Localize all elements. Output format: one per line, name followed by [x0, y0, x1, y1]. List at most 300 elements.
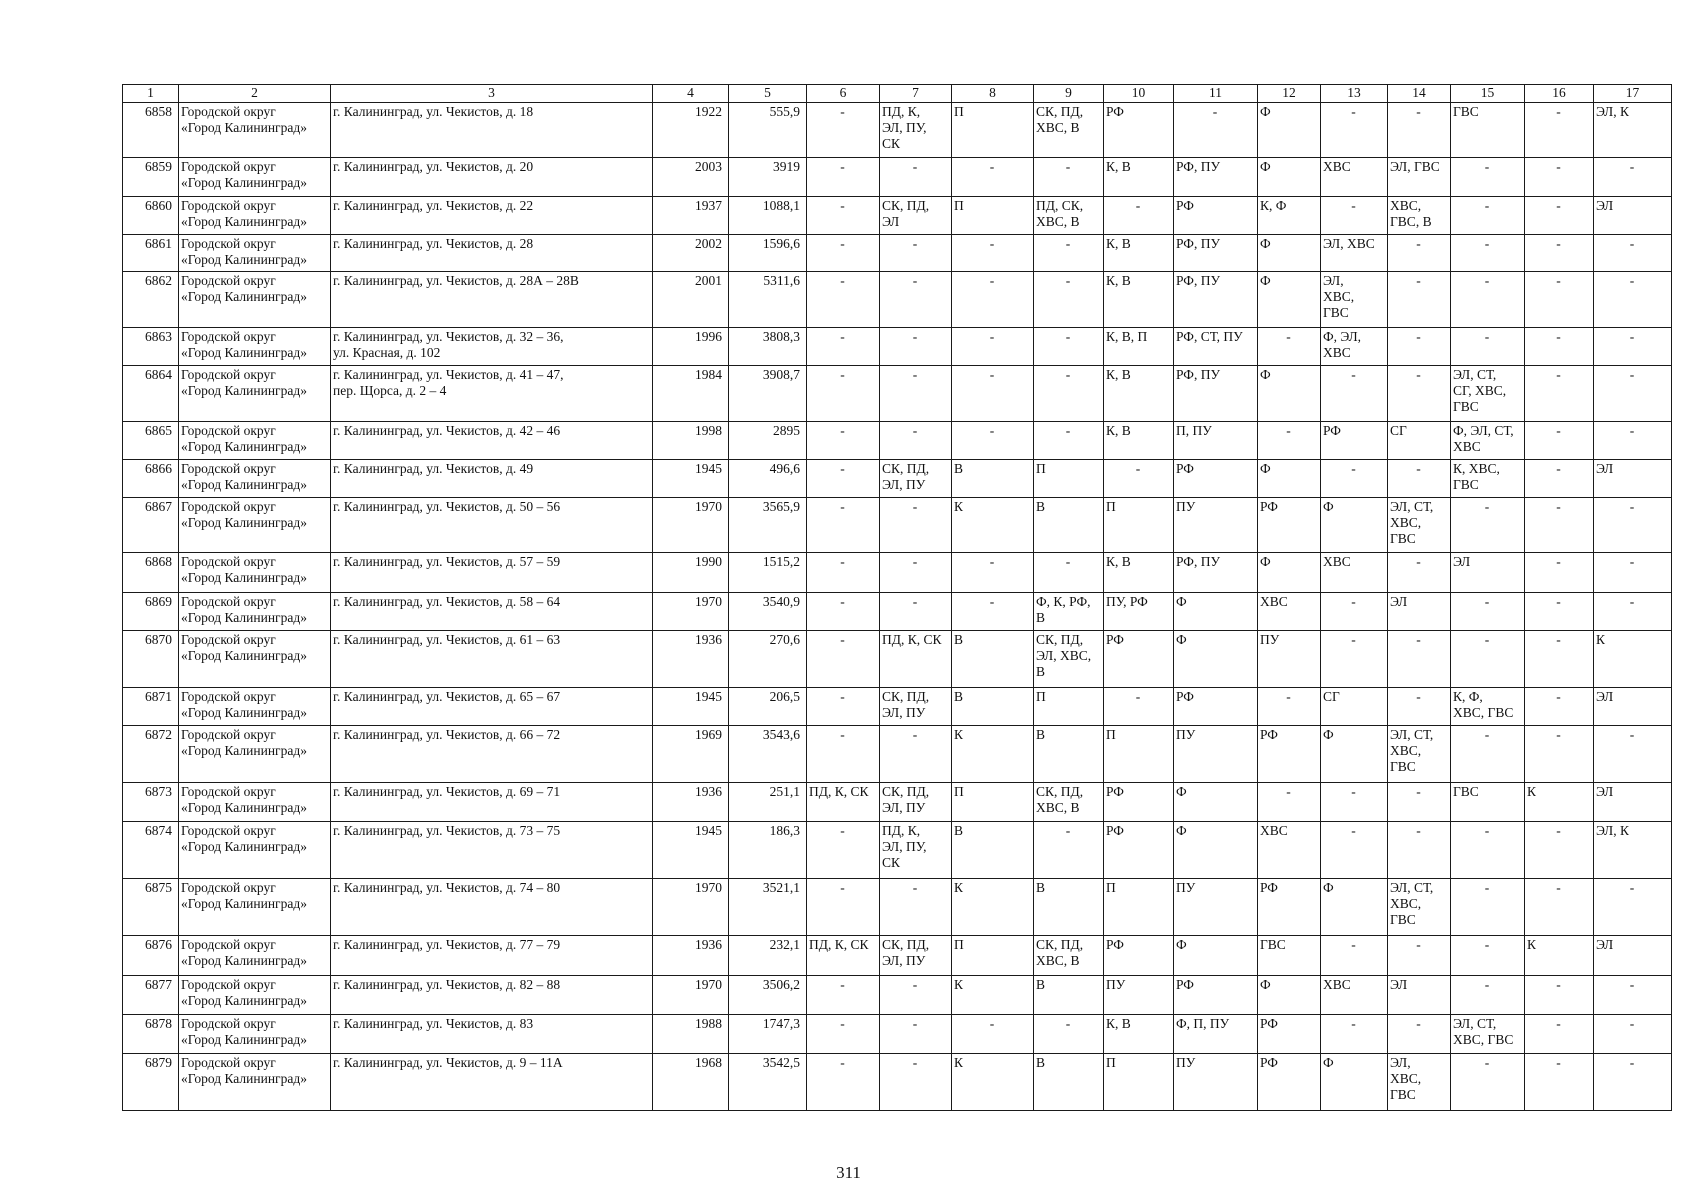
col-6: - [807, 158, 880, 197]
col-number: 6874 [123, 822, 179, 879]
col-12: - [1258, 422, 1321, 460]
col-number: 6876 [123, 936, 179, 976]
col-11: Ф [1174, 936, 1258, 976]
col-12: Ф [1258, 553, 1321, 593]
col-15: - [1451, 158, 1525, 197]
table-row [123, 631, 1672, 688]
table-row [123, 272, 1672, 328]
col-11: - [1174, 103, 1258, 158]
col-16: - [1525, 1054, 1594, 1111]
header-cell-15: 15 [1451, 85, 1525, 103]
col-15: ЭЛ, СТ, СГ, ХВС, ГВС [1451, 366, 1525, 422]
col-area: 3506,2 [729, 976, 807, 1015]
col-16: - [1525, 366, 1594, 422]
col-11: РФ [1174, 976, 1258, 1015]
col-year: 1936 [653, 783, 729, 822]
col-8: - [952, 272, 1034, 328]
col-16: - [1525, 235, 1594, 272]
col-13: - [1321, 197, 1388, 235]
header-row [123, 85, 1672, 103]
col-municipality: Городской округ «Город Калининград» [179, 366, 331, 422]
col-number: 6868 [123, 553, 179, 593]
col-17: - [1594, 976, 1672, 1015]
col-10: К, В [1104, 272, 1174, 328]
col-10: - [1104, 688, 1174, 726]
col-number: 6875 [123, 879, 179, 936]
col-12: Ф [1258, 460, 1321, 498]
table-row [123, 879, 1672, 936]
col-year: 2001 [653, 272, 729, 328]
header-cell-14: 14 [1388, 85, 1451, 103]
col-17: - [1594, 498, 1672, 553]
col-9: СК, ПД, ЭЛ, ХВС, В [1034, 631, 1104, 688]
col-9: - [1034, 366, 1104, 422]
col-9: В [1034, 726, 1104, 783]
col-11: РФ [1174, 460, 1258, 498]
col-12: ПУ [1258, 631, 1321, 688]
col-11: РФ, ПУ [1174, 235, 1258, 272]
col-9: - [1034, 272, 1104, 328]
col-9: - [1034, 822, 1104, 879]
col-13: Ф [1321, 726, 1388, 783]
col-municipality: Городской округ «Город Калининград» [179, 460, 331, 498]
col-municipality: Городской округ «Город Калининград» [179, 328, 331, 366]
col-7: - [880, 498, 952, 553]
col-municipality: Городской округ «Город Калининград» [179, 631, 331, 688]
col-year: 2002 [653, 235, 729, 272]
table-row [123, 976, 1672, 1015]
col-address: г. Калининград, ул. Чекистов, д. 69 – 71 [331, 783, 653, 822]
col-15: ГВС [1451, 103, 1525, 158]
col-8: - [952, 235, 1034, 272]
col-11: Ф [1174, 822, 1258, 879]
register-table [122, 84, 1672, 1111]
col-municipality: Городской округ «Город Калининград» [179, 197, 331, 235]
table-row [123, 498, 1672, 553]
col-13: - [1321, 103, 1388, 158]
col-address: г. Калининград, ул. Чекистов, д. 50 – 56 [331, 498, 653, 553]
table-row [123, 460, 1672, 498]
col-10: П [1104, 1054, 1174, 1111]
col-number: 6870 [123, 631, 179, 688]
col-number: 6860 [123, 197, 179, 235]
col-10: П [1104, 879, 1174, 936]
header-cell-16: 16 [1525, 85, 1594, 103]
col-8: - [952, 593, 1034, 631]
col-address: г. Калининград, ул. Чекистов, д. 73 – 75 [331, 822, 653, 879]
col-municipality: Городской округ «Город Калининград» [179, 879, 331, 936]
col-16: - [1525, 422, 1594, 460]
col-area: 496,6 [729, 460, 807, 498]
col-municipality: Городской округ «Город Калининград» [179, 272, 331, 328]
col-area: 2895 [729, 422, 807, 460]
col-16: - [1525, 498, 1594, 553]
page-number: 311 [836, 1163, 861, 1182]
col-address: г. Калининград, ул. Чекистов, д. 82 – 88 [331, 976, 653, 1015]
col-municipality: Городской округ «Город Калининград» [179, 726, 331, 783]
col-6: - [807, 1015, 880, 1054]
col-13: Ф [1321, 498, 1388, 553]
col-13: - [1321, 1015, 1388, 1054]
col-15: - [1451, 498, 1525, 553]
col-16: - [1525, 631, 1594, 688]
col-8: К [952, 726, 1034, 783]
col-8: П [952, 103, 1034, 158]
col-9: П [1034, 460, 1104, 498]
header-cell-2: 2 [179, 85, 331, 103]
table-row [123, 783, 1672, 822]
col-13: ХВС [1321, 553, 1388, 593]
col-14: ЭЛ, СТ, ХВС, ГВС [1388, 726, 1451, 783]
col-address: г. Калининград, ул. Чекистов, д. 65 – 67 [331, 688, 653, 726]
col-13: СГ [1321, 688, 1388, 726]
col-10: П [1104, 726, 1174, 783]
col-year: 1996 [653, 328, 729, 366]
header-cell-1: 1 [123, 85, 179, 103]
col-6: - [807, 593, 880, 631]
header-cell-6: 6 [807, 85, 880, 103]
col-municipality: Городской округ «Город Калининград» [179, 783, 331, 822]
col-area: 3565,9 [729, 498, 807, 553]
table-row [123, 688, 1672, 726]
col-6: - [807, 235, 880, 272]
col-area: 3908,7 [729, 366, 807, 422]
col-8: К [952, 498, 1034, 553]
col-16: - [1525, 158, 1594, 197]
col-17: ЭЛ, К [1594, 103, 1672, 158]
col-17: ЭЛ [1594, 197, 1672, 235]
col-14: ЭЛ, СТ, ХВС, ГВС [1388, 879, 1451, 936]
col-10: К, В [1104, 366, 1174, 422]
col-13: Ф [1321, 1054, 1388, 1111]
col-municipality: Городской округ «Город Калининград» [179, 1015, 331, 1054]
col-address: г. Калининград, ул. Чекистов, д. 20 [331, 158, 653, 197]
col-7: - [880, 879, 952, 936]
col-10: РФ [1104, 631, 1174, 688]
col-10: К, В [1104, 158, 1174, 197]
col-10: К, В [1104, 1015, 1174, 1054]
col-8: - [952, 553, 1034, 593]
col-10: ПУ [1104, 976, 1174, 1015]
col-7: СК, ПД, ЭЛ [880, 197, 952, 235]
col-7: ПД, К, ЭЛ, ПУ, СК [880, 822, 952, 879]
col-17: ЭЛ, К [1594, 822, 1672, 879]
col-8: П [952, 936, 1034, 976]
col-12: РФ [1258, 1054, 1321, 1111]
col-year: 1945 [653, 688, 729, 726]
col-number: 6861 [123, 235, 179, 272]
col-number: 6864 [123, 366, 179, 422]
col-7: - [880, 1054, 952, 1111]
col-area: 186,3 [729, 822, 807, 879]
col-area: 251,1 [729, 783, 807, 822]
col-number: 6872 [123, 726, 179, 783]
col-year: 1990 [653, 553, 729, 593]
col-7: - [880, 1015, 952, 1054]
col-number: 6877 [123, 976, 179, 1015]
col-6: - [807, 498, 880, 553]
col-6: - [807, 460, 880, 498]
table-row [123, 103, 1672, 158]
col-17: - [1594, 272, 1672, 328]
col-9: - [1034, 235, 1104, 272]
col-municipality: Городской округ «Город Калининград» [179, 158, 331, 197]
header-cell-10: 10 [1104, 85, 1174, 103]
col-16: - [1525, 103, 1594, 158]
col-15: - [1451, 879, 1525, 936]
col-7: - [880, 158, 952, 197]
col-12: Ф [1258, 158, 1321, 197]
col-address: г. Калининград, ул. Чекистов, д. 83 [331, 1015, 653, 1054]
col-8: К [952, 1054, 1034, 1111]
col-16: - [1525, 879, 1594, 936]
col-address: г. Калининград, ул. Чекистов, д. 22 [331, 197, 653, 235]
col-9: - [1034, 158, 1104, 197]
col-6: ПД, К, СК [807, 936, 880, 976]
col-9: В [1034, 976, 1104, 1015]
col-9: СК, ПД, ХВС, В [1034, 783, 1104, 822]
col-number: 6871 [123, 688, 179, 726]
col-municipality: Городской округ «Город Калининград» [179, 235, 331, 272]
col-11: ПУ [1174, 1054, 1258, 1111]
col-13: ХВС [1321, 976, 1388, 1015]
col-10: - [1104, 460, 1174, 498]
col-16: - [1525, 1015, 1594, 1054]
col-15: К, ХВС, ГВС [1451, 460, 1525, 498]
table-row [123, 726, 1672, 783]
col-17: - [1594, 158, 1672, 197]
col-12: РФ [1258, 879, 1321, 936]
col-municipality: Городской округ «Город Калининград» [179, 103, 331, 158]
col-9: СК, ПД, ХВС, В [1034, 936, 1104, 976]
header-cell-5: 5 [729, 85, 807, 103]
col-10: ПУ, РФ [1104, 593, 1174, 631]
col-7: - [880, 366, 952, 422]
col-address: г. Калининград, ул. Чекистов, д. 18 [331, 103, 653, 158]
col-9: В [1034, 498, 1104, 553]
col-17: - [1594, 422, 1672, 460]
col-16: К [1525, 783, 1594, 822]
col-municipality: Городской округ «Город Калининград» [179, 688, 331, 726]
col-12: РФ [1258, 1015, 1321, 1054]
header-cell-7: 7 [880, 85, 952, 103]
col-7: - [880, 328, 952, 366]
col-6: - [807, 366, 880, 422]
col-12: К, Ф [1258, 197, 1321, 235]
col-year: 1988 [653, 1015, 729, 1054]
col-9: ПД, СК, ХВС, В [1034, 197, 1104, 235]
col-14: - [1388, 936, 1451, 976]
col-area: 1596,6 [729, 235, 807, 272]
col-year: 1936 [653, 936, 729, 976]
col-13: - [1321, 822, 1388, 879]
col-10: К, В [1104, 235, 1174, 272]
col-15: К, Ф, ХВС, ГВС [1451, 688, 1525, 726]
col-15: - [1451, 936, 1525, 976]
col-year: 1945 [653, 460, 729, 498]
col-17: - [1594, 1015, 1672, 1054]
col-10: К, В, П [1104, 328, 1174, 366]
col-14: ЭЛ [1388, 976, 1451, 1015]
col-13: ЭЛ, ХВС [1321, 235, 1388, 272]
table-row [123, 936, 1672, 976]
col-6: - [807, 879, 880, 936]
col-address: г. Калининград, ул. Чекистов, д. 61 – 63 [331, 631, 653, 688]
table-row [123, 197, 1672, 235]
col-12: Ф [1258, 366, 1321, 422]
col-16: - [1525, 460, 1594, 498]
col-number: 6865 [123, 422, 179, 460]
col-17: ЭЛ [1594, 936, 1672, 976]
header-cell-12: 12 [1258, 85, 1321, 103]
col-7: СК, ПД, ЭЛ, ПУ [880, 783, 952, 822]
col-year: 1998 [653, 422, 729, 460]
col-municipality: Городской округ «Город Калининград» [179, 422, 331, 460]
col-15: - [1451, 822, 1525, 879]
col-number: 6873 [123, 783, 179, 822]
col-11: РФ [1174, 688, 1258, 726]
col-10: РФ [1104, 103, 1174, 158]
col-address: г. Калининград, ул. Чекистов, д. 58 – 64 [331, 593, 653, 631]
col-6: - [807, 1054, 880, 1111]
col-12: - [1258, 688, 1321, 726]
col-17: - [1594, 879, 1672, 936]
table-row [123, 158, 1672, 197]
col-16: - [1525, 593, 1594, 631]
col-11: Ф [1174, 631, 1258, 688]
col-area: 206,5 [729, 688, 807, 726]
table-row [123, 593, 1672, 631]
col-10: - [1104, 197, 1174, 235]
col-area: 3543,6 [729, 726, 807, 783]
col-16: - [1525, 272, 1594, 328]
col-address: г. Калининград, ул. Чекистов, д. 57 – 59 [331, 553, 653, 593]
col-16: - [1525, 976, 1594, 1015]
col-11: ПУ [1174, 879, 1258, 936]
col-8: - [952, 366, 1034, 422]
col-7: - [880, 235, 952, 272]
table-row [123, 1054, 1672, 1111]
col-year: 1984 [653, 366, 729, 422]
header-cell-4: 4 [653, 85, 729, 103]
col-13: ХВС [1321, 158, 1388, 197]
header-cell-13: 13 [1321, 85, 1388, 103]
col-10: РФ [1104, 822, 1174, 879]
col-area: 270,6 [729, 631, 807, 688]
col-16: - [1525, 328, 1594, 366]
table-row [123, 422, 1672, 460]
col-14: - [1388, 822, 1451, 879]
col-16: - [1525, 553, 1594, 593]
col-municipality: Городской округ «Город Калининград» [179, 593, 331, 631]
col-8: В [952, 822, 1034, 879]
col-11: РФ [1174, 197, 1258, 235]
col-14: - [1388, 328, 1451, 366]
col-17: - [1594, 726, 1672, 783]
col-7: ПД, К, ЭЛ, ПУ, СК [880, 103, 952, 158]
col-municipality: Городской округ «Город Калининград» [179, 498, 331, 553]
col-10: К, В [1104, 553, 1174, 593]
col-14: ХВС, ГВС, В [1388, 197, 1451, 235]
col-municipality: Городской округ «Город Калининград» [179, 976, 331, 1015]
col-8: - [952, 328, 1034, 366]
col-13: - [1321, 366, 1388, 422]
col-17: - [1594, 235, 1672, 272]
col-area: 1747,3 [729, 1015, 807, 1054]
col-municipality: Городской округ «Город Калининград» [179, 1054, 331, 1111]
col-area: 3521,1 [729, 879, 807, 936]
col-7: - [880, 593, 952, 631]
col-7: СК, ПД, ЭЛ, ПУ [880, 460, 952, 498]
col-7: СК, ПД, ЭЛ, ПУ [880, 688, 952, 726]
col-8: П [952, 783, 1034, 822]
col-15: - [1451, 1054, 1525, 1111]
col-13: - [1321, 460, 1388, 498]
col-14: - [1388, 366, 1451, 422]
col-14: ЭЛ, ГВС [1388, 158, 1451, 197]
col-11: ПУ [1174, 726, 1258, 783]
col-year: 1945 [653, 822, 729, 879]
col-15: - [1451, 235, 1525, 272]
header-cell-8: 8 [952, 85, 1034, 103]
col-15: - [1451, 272, 1525, 328]
col-6: - [807, 197, 880, 235]
col-8: - [952, 422, 1034, 460]
col-7: ПД, К, СК [880, 631, 952, 688]
col-16: К [1525, 936, 1594, 976]
col-year: 1970 [653, 593, 729, 631]
col-12: РФ [1258, 498, 1321, 553]
col-14: - [1388, 235, 1451, 272]
table-body [123, 85, 1672, 1111]
col-12: ХВС [1258, 593, 1321, 631]
col-area: 5311,6 [729, 272, 807, 328]
col-17: - [1594, 593, 1672, 631]
col-14: ЭЛ, ХВС, ГВС [1388, 1054, 1451, 1111]
col-number: 6858 [123, 103, 179, 158]
col-8: К [952, 976, 1034, 1015]
table-row [123, 553, 1672, 593]
col-17: К [1594, 631, 1672, 688]
header-cell-9: 9 [1034, 85, 1104, 103]
col-7: - [880, 422, 952, 460]
col-11: РФ, ПУ [1174, 366, 1258, 422]
table-row [123, 366, 1672, 422]
col-9: В [1034, 1054, 1104, 1111]
col-16: - [1525, 688, 1594, 726]
col-12: ГВС [1258, 936, 1321, 976]
col-year: 1937 [653, 197, 729, 235]
col-12: РФ [1258, 726, 1321, 783]
col-6: - [807, 822, 880, 879]
col-12: Ф [1258, 272, 1321, 328]
col-14: ЭЛ [1388, 593, 1451, 631]
col-12: ХВС [1258, 822, 1321, 879]
col-13: Ф, ЭЛ, ХВС [1321, 328, 1388, 366]
col-13: - [1321, 593, 1388, 631]
col-15: - [1451, 726, 1525, 783]
col-9: - [1034, 328, 1104, 366]
col-7: - [880, 976, 952, 1015]
col-13: ЭЛ, ХВС, ГВС [1321, 272, 1388, 328]
col-8: К [952, 879, 1034, 936]
col-17: ЭЛ [1594, 783, 1672, 822]
col-12: Ф [1258, 103, 1321, 158]
col-6: ПД, К, СК [807, 783, 880, 822]
col-number: 6866 [123, 460, 179, 498]
table-row [123, 1015, 1672, 1054]
col-12: - [1258, 328, 1321, 366]
